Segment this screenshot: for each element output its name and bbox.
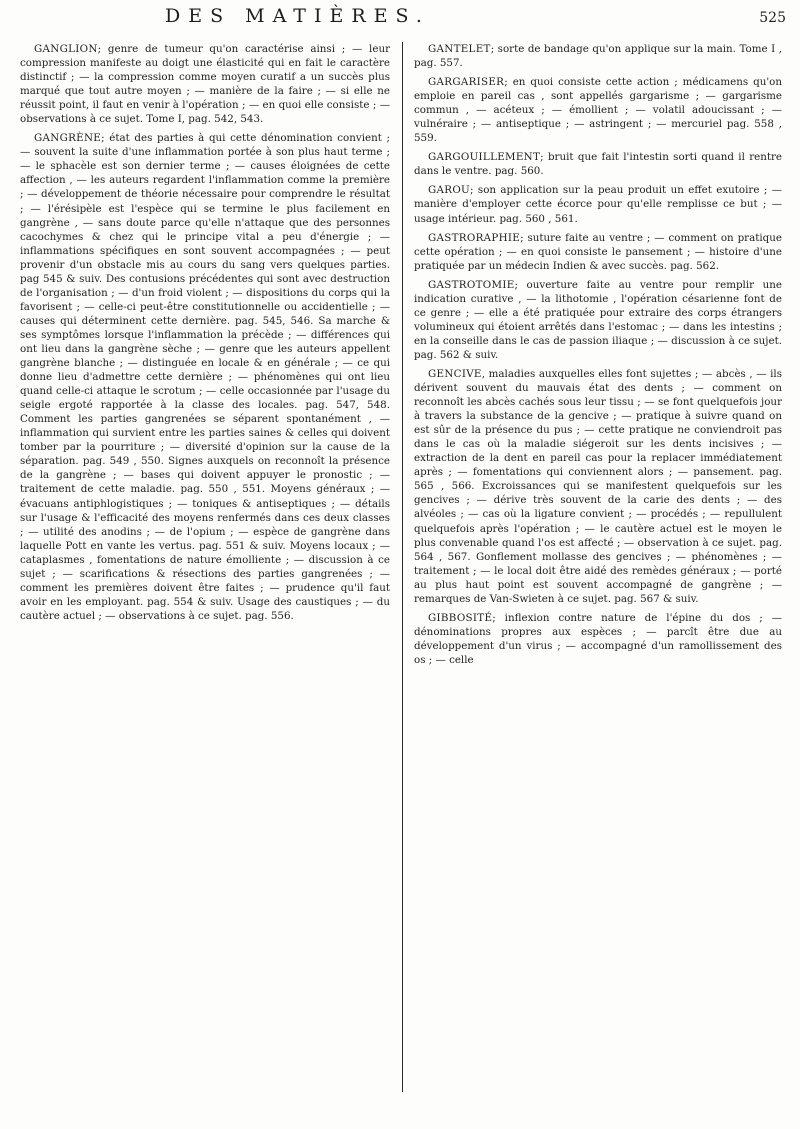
index-entry-gargouillement [414,150,782,178]
index-entry-gastrotomie [414,278,782,362]
page-header [0,0,800,38]
entry-headword: GANGRÈNE [34,132,102,145]
entry-text: ; son application sur la peau produit un effet exutoire ; — manière d'employer cette écorce pour qu'elle remplisse ce but ; — usage intérieur. pag. 560 , 561. [414,184,782,225]
entry-text: ; en quoi consiste cette action ; médicamens qu'on emploie en pareil cas , sont appellés gargarisme ; — gargarisme commun , — acéteux ; — émollient ; — volatil adoucissant ; — vulnéraire ; — antiseptique ; — astringent ; — mercuriel pag. 558 , 559. [414,76,782,145]
column-divider [402,42,403,1092]
entry-headword: GANTELET [428,43,491,55]
entry-text: ; bruit que fait l'intestin sorti quand il rentre dans le ventre. pag. 560. [414,151,782,178]
index-entry-gencive [414,367,782,606]
entry-headword: GASTRORAPHIE [428,231,521,244]
entry-text: ; sorte de bandage qu'on applique sur la main. Tome I , pag. 557. [414,43,782,70]
entry-text: ; genre de tumeur qu'on caractérise ainsi ; — leur compression manifeste au doigt une élasticité qui en fait le caractère distinctif ; — la compression comme moyen curatif a un succès plus marqué que tout autre moyen ; — manière de la faire ; — si elle ne réussit point, il faut en venir à l'opération ; — en quoi elle consiste ; — observations à ce sujet. Tome I, pag. 542, 543. [20,43,390,126]
index-entry-gibbosite [414,611,782,667]
entry-headword: GANGLION [34,43,98,55]
entry-headword: GAROU [428,184,471,197]
index-entry-gangrene [20,131,390,623]
running-title: DES MATIÈRES. [165,5,430,27]
entry-headword: GARGOUILLEMENT [428,151,541,164]
entry-headword: GIBBOSITÉ [428,611,493,624]
entry-text: ; état des parties à qui cette dénomination convient ; — souvent la suite d'une inflammation portée à son plus haut terme ; — le sphacèle est son dernier terme ; — causes éloignées de cette affection , — les auteurs regardent l'inflammation comme la première ; — développement de théorie nécessaire pour comprendre le résultat ; — l'érésipèle est l'espèce qui se termine le plus facilement en gangrène , — sans doute parce qu'elle n'attaque que des personnes cacochymes & chez qui le principe vital a peu d'énergie ; — inflammations spécifiques en sont souvent accompagnées ; — peut provenir d'un obstacle mis au cours du sang vers quelques parties. pag 545 & suiv. Des contusions précédentes qui sont avec destruction de l'organisation ; — d'un froid violent ; — dispositions du corps qui la favorisent ; — celle-ci peut-être constitutionnelle ou accidentielle ; — causes qui déterminent cette dernière. pag. 545, 546. Sa marche & ses symptômes lorsque l'inflammation la précède ; — différences qui ont lieu dans la gangrène sèche ; — genre que les auteurs appellent gangrène blanche ; — distinguée en locale & en générale ; — ce qui donne lieu d'admettre cette dernière ; — phénomènes qui ont lieu quand celle-ci attaque le scrotum ; — celle occasionnée par l'usage du seigle ergoté rapportée à la classe des locales. pag. 547, 548. Comment les parties gangrenées se séparent spontanément , — inflammation qui survient entre les parties saines & celles qui doivent tomber par la pourriture ; — diversité d'opinion sur la cause de la séparation. pag. 549 , 550. Signes auxquels on reconnoît la présence de la gangrène ; — bases qui doivent appuyer le pronostic ; — traitement de cette maladie. pag. 550 , 551. Moyens généraux ; — évacuans antiphlogistiques ; — toniques & antiseptiques ; — détails sur l'usage & l'efficacité des moyens renfermés dans ces deux classes ; — utilité des anodins ; — de l'opium ; — espèce de gangrène dans laquelle Pott en vante les vertus. pag. 551 & suiv. Moyens locaux ; — cataplasmes , fomentations de nature émolliente ; — discussion à ce sujet ; — scarifications & résections des parties gangrenées ; — comment les premières doivent être faites ; — prudence qu'il faut avoir en les employant. pag. 554 & suiv. Usage des caustiques ; — du cautère actuel ; — observations à ce sujet. pag. 556. [20,132,390,622]
index-entry-gantelet [414,42,782,70]
entry-headword: GARGARISER [428,76,505,89]
entry-text: ; inflexion contre nature de l'épine du dos ; — dénominations propres aux espèces ; — parcît être due au développement d'un virus ; — accompagné d'un ramollissement des os ; — celle [414,611,782,666]
index-entry-garou [414,183,782,225]
index-entry-gastroraphie [414,231,782,273]
left-column [20,42,390,628]
index-entry-ganglion [20,42,390,126]
entry-text: ; suture faite au ventre ; — comment on pratique cette opération ; — en quoi consiste le pansement ; — histoire d'une pratiquée par un médecin Indien & avec succès. pag. 562. [414,231,782,272]
entry-text: , maladies auxquelles elles font sujettes ; — abcès , — ils dérivent souvent du mauvais état des dents ; — comment on reconnoît les abcès cachés sous leur tissu ; — se font quelquefois jour à travers la substance de la gencive ; — pratique à suivre quand on est sûr de la présence du pus ; — cette pratique ne conviendroit pas dans le cas où la maladie siégeroit sur les dents incisives ; — extraction de la dent en pareil cas pour la replacer immédiatement après ; — fomentations qui conviennent alors ; — pansement. pag. 565 , 566. Excroissances qui se manifestent quelquefois sur les gencives ; — dérive très souvent de la carie des dents ; — des alvéoles ; — cas où la ligature convient ; — procédés ; — repullulent quelquefois après l'opération ; — le cautère actuel est le moyen le plus convenable quand l'os est affecté ; — observation à ce sujet. pag. 564 , 567. Gonflement mollasse des gencives ; — phénomènes ; — traitement ; — le local doit être aidé des remèdes généraux ; — porté au plus haut point est souvent accompagné de gangrène ; — remarques de Van-Swieten à ce sujet. pag. 567 & suiv. [414,367,782,605]
entry-headword: GENCIVE [428,367,482,380]
index-entry-gargariser [414,75,782,145]
entry-headword: GASTROTOMIE [428,278,515,291]
right-column [414,42,782,672]
entry-text: ; ouverture faite au ventre pour remplir une indication curative , — la lithotomie , l'opération césarienne font de ce genre ; — elle a été pratiquée pour extraire des corps étrangers volumineux qui étoient arrêtés dans l'estomac ; — dans les intestins ; en la conseille dans le cas de passion iliaque ; — discussion à ce sujet. pag. 562 & suiv. [414,278,782,361]
page-number: 525 [759,10,786,26]
